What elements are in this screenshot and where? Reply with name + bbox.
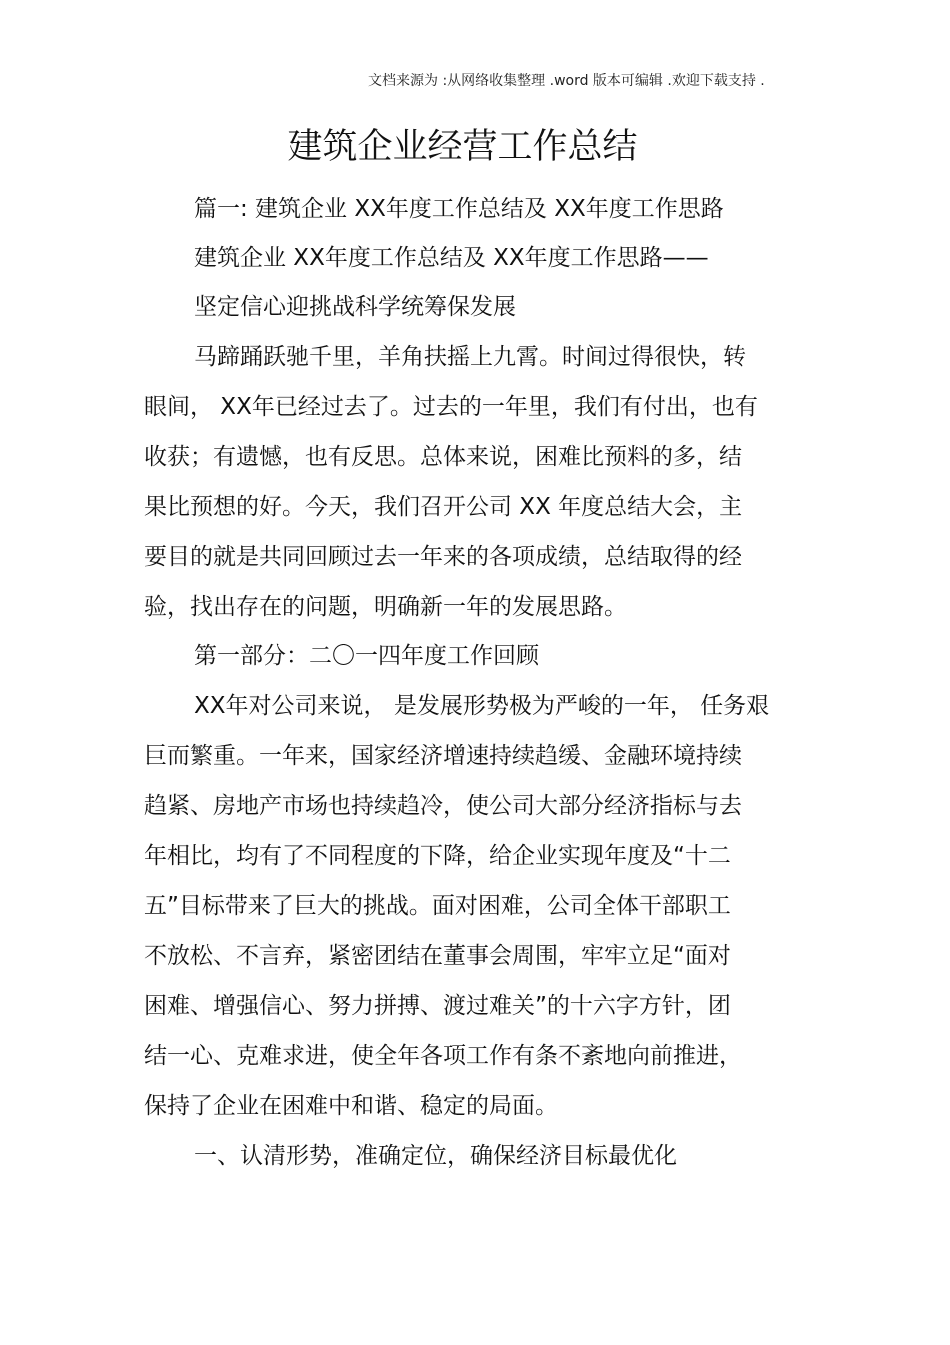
body-line: 结一心、克难求进，使全年各项工作有条不紊地向前推进， [144,1043,742,1069]
body-line: 五”目标带来了巨大的挑战。面对困难，公司全体干部职工 [144,893,731,919]
header-note: 文档来源为 :从网络收集整理 .word 版本可编辑 .欢迎下载支持 . [368,73,765,89]
subsection-heading: 一、认清形势，准确定位，确保经济目标最优化 [194,1143,677,1169]
document-title: 建筑企业经营工作总结 [287,127,638,167]
body-line: 马蹄踊跃驰千里，羊角扶摇上九霄。时间过得很快，转 [194,344,746,370]
body-line: 果比预想的好。今天，我们召开公司 XX 年度总结大会，主 [144,494,743,520]
body-line: 趋紧、房地产市场也持续趋冷，使公司大部分经济指标与去 [144,793,742,819]
body-line: 巨而繁重。一年来，国家经济增速持续趋缓、金融环境持续 [144,743,742,769]
body-line: 困难、增强信心、努力拼搏、渡过难关”的十六字方针，团 [144,993,731,1019]
body-line: 年相比，均有了不同程度的下降，给企业实现年度及“十二 [144,843,731,869]
body-line: 收获；有遗憾，也有反思。总体来说，困难比预料的多，结 [144,444,742,470]
section-heading: 第一部分：二〇一四年度工作回顾 [194,643,539,669]
subtitle-line-2: 建筑企业 XX年度工作总结及 XX年度工作思路—— [194,245,709,271]
body-line: XX年对公司来说， 是发展形势极为严峻的一年， 任务艰 [194,693,770,719]
body-line: 验，找出存在的问题，明确新一年的发展思路。 [144,594,627,620]
subtitle-line-3: 坚定信心迎挑战科学统筹保发展 [194,294,516,320]
body-line: 不放松、不言弃，紧密团结在董事会周围，牢牢立足“面对 [144,943,731,969]
body-line: 要目的就是共同回顾过去一年来的各项成绩，总结取得的经 [144,544,742,570]
body-line: 保持了企业在困难中和谐、稳定的局面。 [144,1093,558,1119]
subtitle-line-1: 篇一: 建筑企业 XX年度工作总结及 XX年度工作思路 [194,196,724,222]
body-line: 眼间， XX年已经过去了。过去的一年里，我们有付出，也有 [144,394,758,420]
